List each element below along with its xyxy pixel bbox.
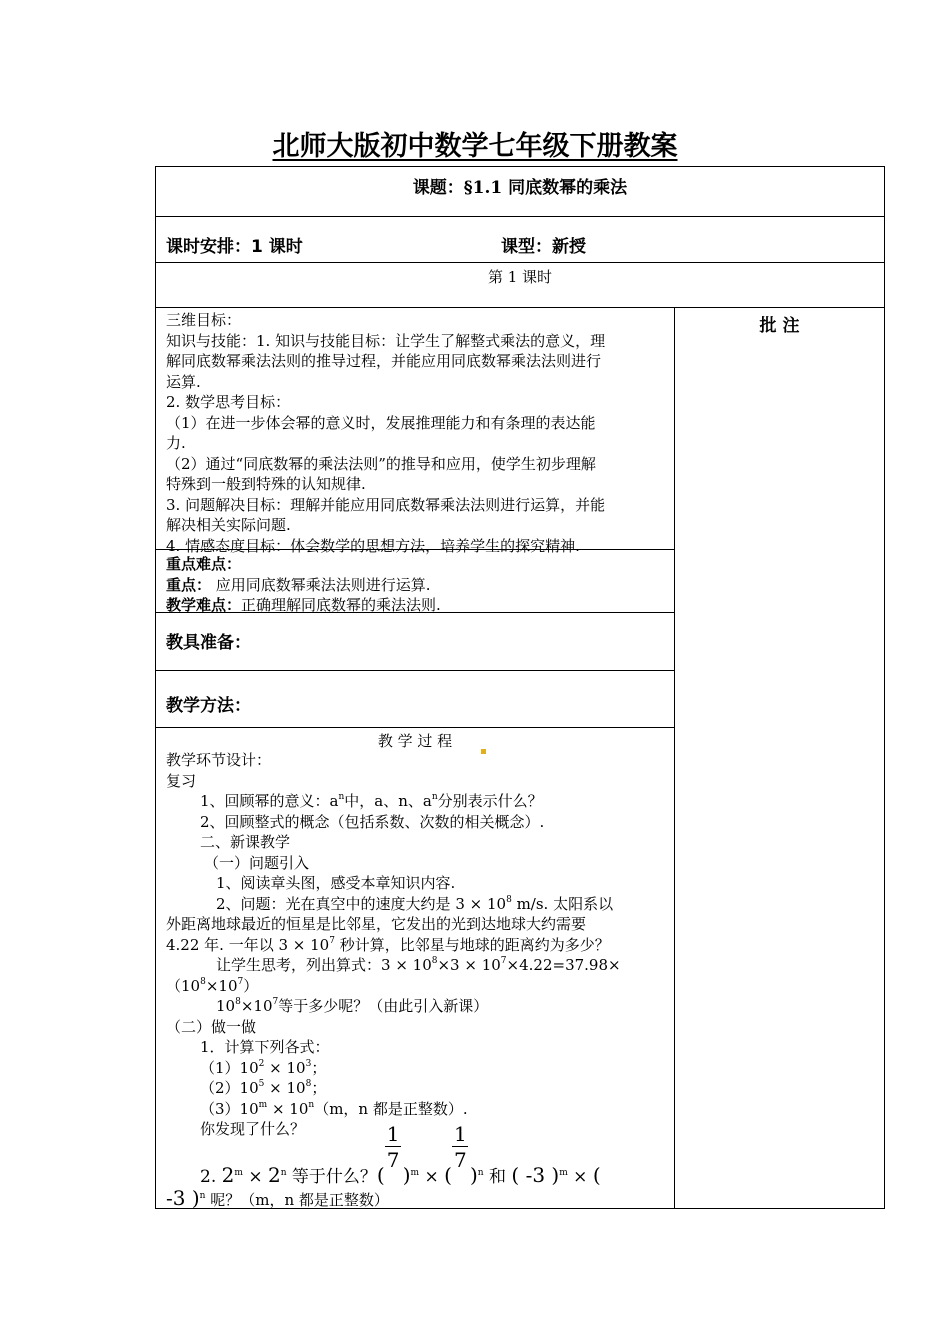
key-points-heading: 重点难点： — [166, 555, 242, 573]
class-hours: 课时安排：1 课时 — [166, 237, 303, 257]
objective-line: 4. 情感态度目标：体会数学的思想方法，培养学生的探究精神. — [166, 536, 580, 555]
process-heading: 教 学 过 程 — [377, 732, 453, 750]
class-type: 课型：新授 — [501, 237, 586, 257]
process-line: 1．计算下列各式： — [200, 1038, 330, 1056]
question-two-line1: 2. $2^m \times 2^n$ 等于什么？( $\frac{1}{7}$ )$^m$ × ( $\frac{1}{7}$ )$^n$ 和 ( -3 )$^m$ × ( — [200, 1122, 601, 1187]
process-line: 教学环节设计： — [166, 751, 272, 769]
lesson-plan-table — [155, 166, 885, 1209]
process-line: 你发现了什么？ — [200, 1120, 306, 1138]
key-points-cell — [155, 549, 675, 613]
tools-cell — [155, 612, 675, 671]
tools-label: 教具准备： — [166, 633, 251, 653]
objective-line: 解决相关实际问题. — [166, 516, 291, 534]
period-row — [155, 262, 885, 308]
objectives-cell — [155, 307, 675, 555]
methods-label: 教学方法： — [166, 696, 251, 716]
highlight-mark — [481, 749, 486, 754]
objective-line: 知识与技能：1. 知识与技能目标：让学生了解整式乘法的意义，理 — [166, 331, 606, 350]
process-line: 1、回顾幂的意义：$a^n$中，a、n、$a^n$分别表示什么？ — [200, 792, 543, 810]
comments-column — [674, 307, 885, 1209]
process-line: （一）问题引入 — [204, 853, 310, 872]
objective-line: 力. — [166, 434, 186, 452]
objective-line: （1）在进一步体会幂的意义时，发展推理能力和有条理的表达能 — [166, 413, 596, 432]
objective-line: 特殊到一般到特殊的认知规律. — [166, 475, 366, 493]
focus-line: 重点： 应用同底数幂乘法法则进行运算. — [166, 576, 431, 594]
comments-header: 批 注 — [759, 316, 800, 336]
process-line: 4.22 年. 一年以 $3 \times 10^7$ 秒计算，比邻星与地球的距离约为多少？ — [166, 935, 610, 954]
fraction-one-seventh: $\frac{1}{7}$ — [453, 1122, 467, 1172]
objective-line: 3. 问题解决目标：理解并能应用同底数幂乘法法则进行运算，并能 — [166, 495, 606, 514]
process-line: $(1)10^2 \times 10^3$； — [200, 1058, 327, 1077]
period-label: 第 1 课时 — [487, 268, 553, 286]
process-cell — [155, 727, 675, 1209]
lesson-title-row — [155, 166, 885, 217]
process-line: 1、阅读章头图，感受本章知识内容. — [216, 874, 456, 892]
process-line: 外距离地球最近的恒星是比邻星，它发出的光到达地球大约需要 — [166, 915, 587, 933]
objective-line: 解同底数幂乘法法则的推导过程，并能应用同底数幂乘法法则进行 — [166, 352, 602, 370]
objectives-text — [166, 310, 672, 556]
lesson-title: 课题：§1.1 同底数幂的乘法 — [412, 178, 628, 198]
process-line: 复习 — [166, 771, 197, 790]
objective-line: （2）通过“同底数幂的乘法法则”的推导和应用，使学生初步理解 — [166, 454, 596, 473]
objective-line: 三维目标： — [166, 311, 242, 329]
difficulty-line: 教学难点：正确理解同底数幂的乘法法则. — [166, 596, 441, 614]
process-line: 让学生思考，列出算式：$3 \times 10^8\times 3 \times 10^7\times 4.22=37.98\times$ — [216, 956, 621, 974]
process-line: 2、回顾整式的概念（包括系数、次数的相关概念）. — [200, 812, 545, 831]
objective-line: 运算. — [166, 372, 201, 391]
process-line: $(3)10^m \times 10^n(m$，n 都是正整数）. — [200, 1099, 468, 1118]
question-two-line2: -3 )$^n$ 呢？（m，n 都是正整数） — [166, 1186, 389, 1210]
process-line: （二）做一做 — [166, 1017, 257, 1036]
process-line: $10^8\times 10^7$等于多少呢？（由此引入新课） — [216, 997, 489, 1015]
methods-cell — [155, 670, 675, 728]
fraction-one-seventh: $\frac{1}{7}$ — [386, 1122, 400, 1172]
process-line: 2、问题：光在真空中的速度大约是 $3 \times 10^8$ m/s. 太阳系以 — [216, 894, 614, 913]
document-title: 北师大版初中数学七年级下册教案 — [272, 131, 678, 162]
process-text — [166, 750, 672, 1140]
process-line: 二、新课教学 — [200, 833, 291, 851]
objective-line: 2. 数学思考目标： — [166, 393, 291, 411]
process-line: $(10^8\times 10^7)$ — [166, 976, 259, 995]
schedule-row — [155, 216, 885, 263]
process-line: $(2)10^5 \times 10^8$； — [200, 1079, 327, 1097]
